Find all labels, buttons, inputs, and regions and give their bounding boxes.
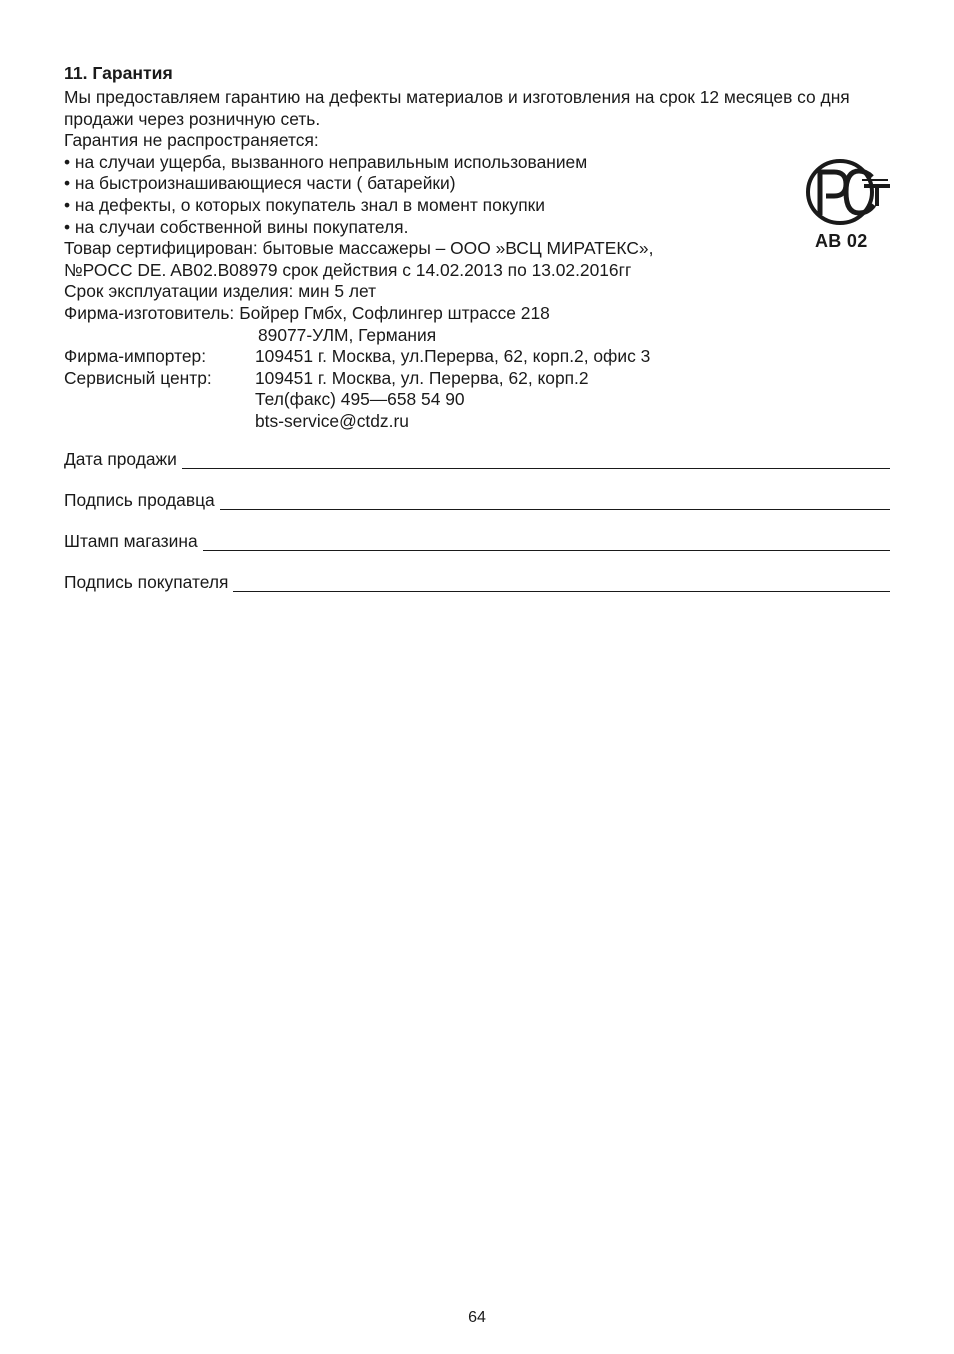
buyer-signature-label: Подпись покупателя [64,571,229,592]
service-center-phone: Тел(факс) 495—658 54 90 [255,389,465,410]
section-title: 11. Гарантия [64,63,173,83]
shop-stamp-line[interactable] [203,549,890,551]
importer-value: 109451 г. Москва, ул.Перерва, 62, корп.2, офис 3 [255,346,651,367]
manufacturer-line2: 89077-УЛМ, Германия [258,324,437,345]
buyer-signature-field[interactable] [64,573,890,594]
page-number: 64 [468,1309,486,1326]
exclusion-item: • на случаи ущерба, вызванного неправильным использованием [64,151,588,172]
warranty-fields [64,450,890,594]
service-center-label: Сервисный центр: [64,367,212,388]
certificate-line: Товар сертифицирован: бытовые массажеры – ООО »ВСЦ МИРАТЕКС», [64,238,654,259]
sale-date-line[interactable] [182,467,890,469]
certification-code: AB 02 [815,231,868,251]
shop-stamp-label: Штамп магазина [64,530,198,551]
service-center-address: 109451 г. Москва, ул. Перерва, 62, корп.2 [255,367,589,388]
certificate-number: №РОСС DE. AB02.B08979 срок действия с 14.02.2013 по 13.02.2016гг [64,259,632,280]
manufacturer-label: Фирма-изготовитель: [64,302,235,323]
service-center-email: bts-service@ctdz.ru [255,410,409,431]
buyer-signature-line[interactable] [233,590,890,592]
importer-row [64,346,890,368]
seller-signature-label: Подпись продавца [64,489,215,510]
exclusions-heading: Гарантия не распространяется: [64,130,319,151]
sale-date-label: Дата продажи [64,448,177,469]
seller-signature-field[interactable] [64,491,890,512]
warranty-intro: Мы предоставляем гарантию на дефекты материалов и изготовления на срок 12 месяцев со дня продажи через розничную сеть. [64,87,850,129]
service-center-row [64,368,890,390]
exclusion-item: • на случаи собственной вины покупателя. [64,216,409,237]
warranty-section [64,62,890,614]
importer-label: Фирма-импортер: [64,346,207,367]
seller-signature-line[interactable] [220,508,890,510]
exclusion-item: • на быстроизнашивающиеся части ( батарейки) [64,173,456,194]
manufacturer-line1: Бойрер Гмбх, Софлингер штрассе 218 [239,302,550,323]
shop-stamp-field[interactable] [64,532,890,553]
service-life: Срок эксплуатации изделия: мин 5 лет [64,281,377,302]
exclusion-item: • на дефекты, о которых покупатель знал в момент покупки [64,194,545,215]
manufacturer-row [64,303,890,325]
sale-date-field[interactable] [64,450,890,471]
